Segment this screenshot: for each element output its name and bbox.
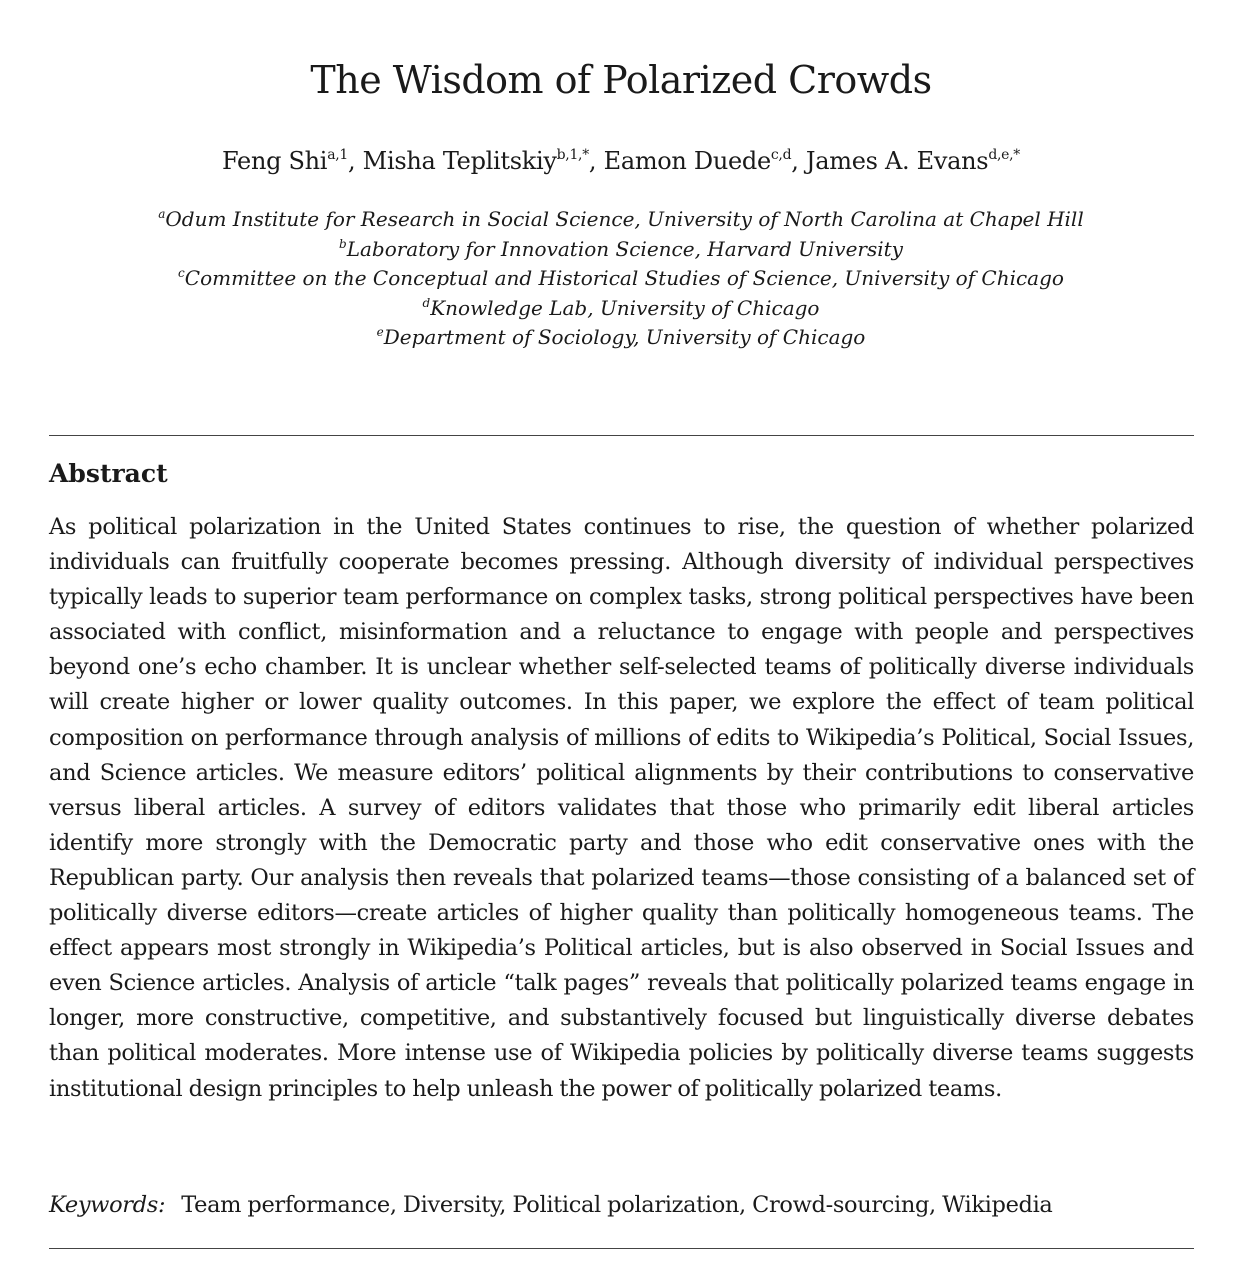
abstract-text: As political polarization in the United States continues to rise, the question of whether polarized individuals can fruitfully cooperate becomes pressing. Although diversity of individual perspectives typically leads to superior team performance on complex tasks, strong political perspectives have been associated with conflict, misinformation and a reluctance to engage with people and perspectives beyond one’s echo chamber. It is unclear whether self-selected teams of politically diverse individuals will create higher or lower quality outcomes. In this paper, we explore the effect of team political composition on performance through analysis of millions of edits to Wikipedia’s Political, Social Issues, and Science articles. We measure editors’ political alignments by their contributions to conservative versus liberal articles. A survey of editors validates that those who primarily edit liberal articles identify more strongly with the Democratic party and those who edit conservative ones with the Republican party. Our analysis then reveals that polarized teams—those consisting of a balanced set of politically diverse editors—create articles of higher quality than politically homogeneous teams. The effect appears most strongly in Wikipedia’s Political articles, but is also observed in Social Issues and even Science articles. Analysis of article “talk pages” reveals that politically polarized teams engage in longer, more constructive, competitive, and substantively focused but linguistically diverse debates than political moderates. More intense use of Wikipedia policies by politically diverse teams suggests institutional design principles to help unleash the power of politically polarized teams. — [49, 514, 1194, 1102]
author: Misha Teplitskiy$^{b,1,*}$, — [362, 147, 604, 175]
abstract-heading: Abstract — [49, 459, 168, 488]
keywords-label: Keywords: — [49, 1192, 166, 1218]
affiliation: $^a$Odum Institute for Research in Social Science, University of North Carolina at Chapel Hill — [158, 207, 1084, 231]
keywords-line — [49, 1192, 1194, 1218]
affiliation-list — [0, 205, 1242, 353]
horizontal-rule-top — [49, 435, 1194, 436]
affiliation-mark: b — [339, 236, 347, 251]
author-superscript: b,1,* — [556, 147, 589, 163]
affiliation: $^c$Committee on the Conceptual and Historical Studies of Science, University of Chicago — [178, 266, 1064, 290]
author-superscript: a,1 — [327, 147, 348, 163]
affiliation-mark: a — [158, 207, 166, 221]
affiliation-mark: d — [422, 295, 431, 310]
affiliation: $^d$Knowledge Lab, University of Chicago — [422, 295, 820, 320]
keywords-text: Team performance, Diversity, Political polarization, Crowd-sourcing, Wikipedia — [181, 1192, 1053, 1218]
author: Feng Shi$^{a,1}$, — [222, 147, 363, 175]
author: Eamon Duede$^{c,d}$, — [603, 147, 806, 175]
affiliation: $^b$Laboratory for Innovation Science, Harvard University — [339, 236, 903, 261]
affiliation-mark: e — [376, 325, 384, 339]
author: James A. Evans$^{d,e,*}$ — [805, 147, 1020, 175]
affiliation: $^e$Department of Sociology, University of Chicago — [376, 325, 866, 349]
horizontal-rule-bottom — [49, 1248, 1194, 1249]
author-superscript: c,d — [770, 147, 792, 163]
author-superscript: d,e,* — [988, 147, 1020, 163]
paper-title: The Wisdom of Polarized Crowds — [310, 58, 932, 102]
affiliation-mark: c — [178, 266, 185, 280]
author-list — [0, 147, 1242, 175]
